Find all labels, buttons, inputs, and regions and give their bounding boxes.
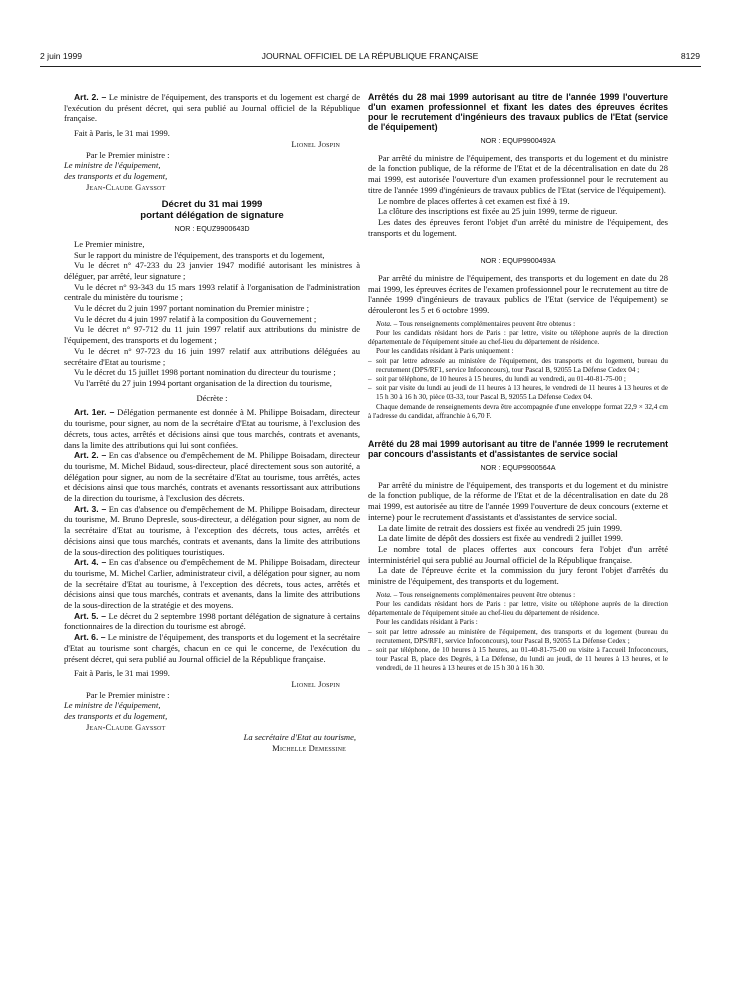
article-text: Le ministre de l'équipement, des transports et du logement est chargé de l'exécution du présent décret, qui sera publié au Journal officiel de la République française. bbox=[64, 92, 360, 124]
arrete-nor: NOR : EQUP9900493A bbox=[480, 256, 556, 266]
decree-title-line: portant délégation de signature bbox=[140, 210, 284, 222]
article-paragraph bbox=[64, 557, 360, 611]
decree-nor: NOR : EQUZ9900643D bbox=[174, 224, 250, 234]
minister-name: Jean-Claude Gayssot bbox=[86, 181, 166, 192]
minister-name: Jean-Claude Gayssot bbox=[86, 721, 166, 732]
visa-line: Vu le décret du 15 juillet 1998 portant nomination du directeur du tourisme ; bbox=[74, 367, 336, 378]
nota-label: Nota. bbox=[376, 319, 392, 328]
nota-paragraph: Pour les candidats résidant hors de Paris : par lettre, visite ou téléphone auprès de la direction départementale de l'équipement située au chef-lieu du département de résidence. bbox=[368, 329, 668, 347]
visa-line: Vu le décret du 4 juin 1997 relatif à la composition du Gouvernement ; bbox=[74, 313, 317, 324]
article-text: En cas d'absence ou d'empêchement de M. Philippe Boisadam, directeur du tourisme, M. Bruno Depresle, sous-directeur, a délégation pour signer, au nom de la secrétaire d'Etat au tourisme, à l'exception des décrets, tous actes, arrêtés et décisions ainsi que tous marchés, contrats et avenants, dans la limite des attributions de la sous-direction des politiques touristiques. bbox=[64, 503, 360, 557]
article-label: Art. 3. – bbox=[74, 503, 107, 514]
article-paragraph bbox=[64, 92, 360, 124]
nota-paragraph: Chaque demande de renseignements devra être accompagnée d'une enveloppe format 22,9 × 32,4 cm à l'adresse du candidat, affranchie à 6,70 F. bbox=[368, 402, 668, 420]
minister-title-line: des transports et du logement, bbox=[64, 170, 168, 181]
decree-title-line: Décret du 31 mai 1999 bbox=[161, 199, 263, 211]
header-page-number: 8129 bbox=[680, 51, 700, 61]
nota-label: Nota. bbox=[376, 590, 392, 599]
visa-line: Vu le décret du 2 juin 1997 portant nomination du Premier ministre ; bbox=[74, 303, 309, 314]
article-text: Délégation permanente est donnée à M. Philippe Boisadam, directeur du tourisme, pour signer, au nom de la secrétaire d'Etat au tourisme, à l'exclusion des décrets, tous actes, arrêtés et décisions ainsi que tous marchés, contrats et avenants, dans la limite des attributions qui lui sont confiées. bbox=[64, 407, 360, 450]
article-paragraph bbox=[64, 632, 360, 664]
arrete-title: Arrêté du 28 mai 1999 autorisant au titre de l'année 1999 le recrutement par concours d'assistants et d'assistantes de service social bbox=[368, 439, 668, 460]
article-label: Art. 1er. – bbox=[74, 407, 115, 418]
visa-line: Vu le décret n° 97-723 du 16 juin 1997 relatif aux attributions déléguées au secrétaire d'Etat au tourisme ; bbox=[64, 345, 360, 367]
visa-line: Vu le décret n° 93-343 du 15 mars 1993 relatif à l'organisation de l'administration centrale du ministère du tourisme ; bbox=[64, 281, 360, 303]
fait-line: Fait à Paris, le 31 mai 1999. bbox=[74, 128, 170, 139]
arrete-nor: NOR : EQUP9900564A bbox=[480, 463, 556, 473]
nota-paragraph: Pour les candidats résidant à Paris : bbox=[376, 618, 478, 627]
arrete-paragraph: Le nombre total de places offertes aux concours fera l'objet d'un arrêté interministériel qui sera publié au Journal officiel de la République française. bbox=[368, 544, 668, 565]
list-item: – soit par téléphone, de 10 heures à 15 heures, au 01-40-81-75-00 ou visite à l'accueil Infoconcours, tour Pascal B, place des Degrés, à La Défense, du lundi au jeudi, de 11 heures à 13 heures, et le vendredi, de 11 heures à 13 heures et de 15 h 30 à 16 h 30. bbox=[368, 646, 668, 674]
article-text: En cas d'absence ou d'empêchement de M. Philippe Boisadam, directeur du tourisme, M. Michel Bidaud, sous-directeur, placé directement sous son autorité, a délégation pour signer, au nom de la secrétaire d'Etat au tourisme, tous arrêtés, actes et décisions ainsi que tous marchés, contrats et avenants ressortissant aux attributions de la direction du tourisme, à l'exclusion des décrets. bbox=[64, 450, 360, 504]
minister-title-line: Le ministre de l'équipement, bbox=[64, 160, 161, 171]
nota-line bbox=[368, 320, 668, 329]
nota-text: – Tous renseignements complémentaires peuvent être obtenus : bbox=[391, 590, 576, 599]
nota-paragraph: Pour les candidats résidant à Paris uniquement : bbox=[376, 347, 514, 356]
article-label: Art. 5. – bbox=[74, 610, 106, 621]
article-label: Art. 2. – bbox=[74, 92, 107, 102]
visa-line: Sur le rapport du ministre de l'équipement, des transports et du logement, bbox=[74, 249, 325, 260]
visa-line: Le Premier ministre, bbox=[74, 238, 145, 249]
article-text: Le décret du 2 septembre 1998 portant délégation de signature à certains fonctionnaires de la direction du tourisme est abrogé. bbox=[64, 610, 360, 632]
nota-block bbox=[368, 591, 668, 674]
arrete-paragraph: Le nombre de places offertes à cet examen est fixé à 19. bbox=[378, 195, 570, 206]
article-text: En cas d'absence ou d'empêchement de M. Philippe Boisadam, directeur du tourisme, M. Michel Carlier, administrateur civil, a délégation pour signer, au nom de la secrétaire d'Etat au tourisme, à l'exception des décrets, tous actes, arrêtés et décisions ainsi que tous marchés, contrats et avenants, dans la limite des attributions de la sous-direction de la stratégie et des moyens. bbox=[64, 557, 360, 611]
header-rule bbox=[40, 66, 701, 67]
article-text: Le ministre de l'équipement, des transports et du logement et la secrétaire d'Etat au tourisme sont chargés, chacun en ce qui le concerne, de l'exécution du présent décret, qui sera publié au Journal officiel de la République française. bbox=[64, 632, 360, 664]
decree-title bbox=[64, 200, 360, 222]
arrete-title: Arrêtés du 28 mai 1999 autorisant au titre de l'année 1999 l'ouverture d'un examen professionnel et fixant les dates des épreuves écrites pour le recrutement d'ingénieurs des travaux publics de l'Etat (service de l'équipement) bbox=[368, 92, 668, 132]
arrete-paragraph: Par arrêté du ministre de l'équipement, des transports et du logement et du ministre de la fonction publique, de la réforme de l'Etat et de la décentralisation en date du 28 mai 1999, est autorisée l'ouverture d'un examen professionnel pour le recrutement au titre de l'année 1999 d'ingénieurs de travaux publics de l'Etat (service de l'équipement). bbox=[368, 152, 668, 195]
secretaire-name: Michelle Demessine bbox=[272, 743, 346, 754]
article-label: Art. 2. – bbox=[74, 450, 107, 461]
par-premier-ministre: Par le Premier ministre : bbox=[86, 149, 170, 160]
arrete-paragraph: La date de l'épreuve écrite et la commission du jury feront l'objet d'arrêtés du ministre de l'équipement, des transports et du logement. bbox=[368, 565, 668, 587]
nota-paragraph: Pour les candidats résidant hors de Paris : par lettre, visite ou téléphone auprès de la direction départementale de l'équipement située au chef-lieu du département de résidence. bbox=[368, 600, 668, 618]
article-paragraph bbox=[64, 611, 360, 632]
page-header bbox=[40, 51, 700, 63]
right-column bbox=[368, 92, 668, 674]
arrete-paragraph: La date limite de dépôt des dossiers est fixée au vendredi 2 juillet 1999. bbox=[378, 533, 623, 544]
nota-line bbox=[368, 591, 668, 600]
arrete-paragraph: La date limite de retrait des dossiers est fixée au vendredi 25 juin 1999. bbox=[378, 522, 622, 533]
article-paragraph bbox=[64, 450, 360, 504]
arrete-paragraph: Les dates des épreuves feront l'objet d'un arrêté du ministre de l'équipement, des transports et du logement. bbox=[368, 216, 668, 238]
arrete-paragraph: Par arrêté du ministre de l'équipement, des transports et du logement en date du 28 mai 1999, les épreuves écrites de l'examen professionnel pour le recrutement au titre de l'année 1999 d'ingénieurs de travaux publics de l'Etat (service de l'équipement) se dérouleront les 5 et 6 octobre 1999. bbox=[368, 273, 668, 316]
minister-title-line: des transports et du logement, bbox=[64, 711, 168, 722]
contact-list bbox=[368, 628, 668, 674]
list-item: – soit par lettre adressée au ministère de l'équipement, des transports et du logement (bureau du recrutement, DPS/RF1, service Infoconcours), tour Pascal B, 92055 La Défense Cedex ; bbox=[368, 628, 668, 646]
article-paragraph bbox=[64, 504, 360, 558]
arrete-paragraph: La clôture des inscriptions est fixée au 25 juin 1999, terme de rigueur. bbox=[378, 206, 618, 217]
article-label: Art. 4. – bbox=[74, 557, 107, 568]
minister-title-line: Le ministre de l'équipement, bbox=[64, 700, 161, 711]
header-journal-title: JOURNAL OFFICIEL DE LA RÉPUBLIQUE FRANÇAISE bbox=[261, 51, 479, 61]
nota-text: – Tous renseignements complémentaires peuvent être obtenus : bbox=[391, 319, 576, 328]
nota-block bbox=[368, 320, 668, 421]
list-item: – soit par visite du lundi au jeudi de 11 heures à 13 heures, le vendredi de 11 heures à 13 heures et de 15 h 30 à 16 h 30, pièce 03-33, tour Pascal B, 92055 La Défense Cedex 04. bbox=[368, 384, 668, 402]
article-label: Art. 6. – bbox=[74, 632, 106, 643]
left-column bbox=[64, 92, 360, 754]
visa-line: Vu le décret n° 97-712 du 11 juin 1997 relatif aux attributions du ministre de l'équipement, des transports et du logement ; bbox=[64, 324, 360, 346]
par-premier-ministre: Par le Premier ministre : bbox=[86, 689, 170, 700]
secretaire-title: La secrétaire d'Etat au tourisme, bbox=[243, 732, 356, 743]
contact-list bbox=[368, 357, 668, 403]
visa-line: Vu le décret n° 47-233 du 23 janvier 1947 modifié autorisant les ministres à déléguer, par arrêté, leur signature ; bbox=[64, 260, 360, 281]
list-item: – soit par lettre adressée au ministère de l'équipement, des transports et du logement, bureau du recrutement (DPS/RF1, service Infoconcours), tour Pascal B, 92055 La Défense Cedex 04 ; bbox=[368, 357, 668, 375]
visa-line: Vu l'arrêté du 27 juin 1994 portant organisation de la direction du tourisme, bbox=[74, 377, 332, 388]
arrete-nor: NOR : EQUP9900492A bbox=[480, 136, 556, 145]
signatory-name: Lionel Jospin bbox=[291, 138, 340, 149]
decrete-line: Décrète : bbox=[196, 392, 228, 403]
article-paragraph bbox=[64, 407, 360, 450]
fait-line: Fait à Paris, le 31 mai 1999. bbox=[74, 668, 170, 679]
arrete-paragraph: Par arrêté du ministre de l'équipement, des transports et du logement et du ministre de la fonction publique, de la réforme de l'Etat et de la décentralisation en date du 28 mai 1999, est autorisée au titre de l'année 1999 l'ouverture de deux concours (externe et interne) pour le recrutement d'assistants et d'assistantes de service social. bbox=[368, 479, 668, 522]
signatory-name: Lionel Jospin bbox=[291, 678, 340, 689]
list-item: – soit par téléphone, de 10 heures à 15 heures, du lundi au vendredi, au 01-40-81-75-00 ; bbox=[368, 375, 668, 384]
header-date: 2 juin 1999 bbox=[40, 51, 83, 61]
